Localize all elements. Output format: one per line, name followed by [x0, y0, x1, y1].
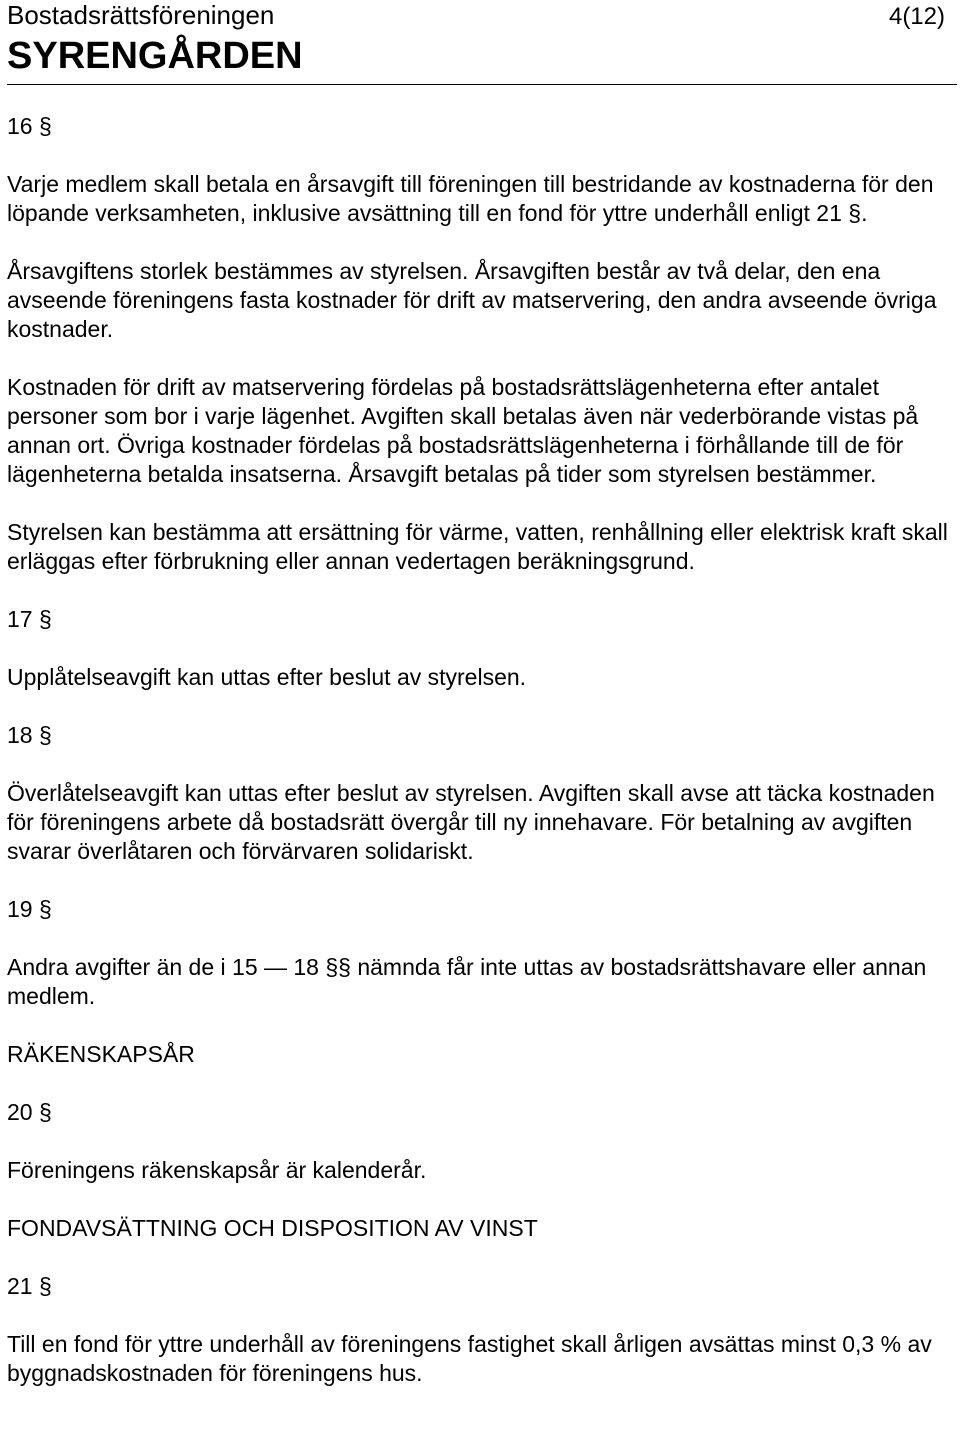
section-21-paragraph-1: Till en fond för yttre underhåll av föreningens fastighet skall årligen avsättas minst 0,3 % av byggnadskostnaden för föreningens hus. — [7, 1331, 932, 1386]
section-17-paragraph-1: Upplåtelseavgift kan uttas efter beslut av styrelsen. — [7, 664, 527, 690]
section-21-heading: 21 § — [7, 1273, 52, 1299]
section-20-heading: 20 § — [7, 1099, 52, 1125]
section-20-paragraph-1: Föreningens räkenskapsår är kalenderår. — [7, 1157, 427, 1183]
chapter-heading-fondavsattning: FONDAVSÄTTNING OCH DISPOSITION AV VINST — [7, 1215, 538, 1241]
section-16-paragraph-3: Kostnaden för drift av matservering fördelas på bostadsrättslägenheterna efter antalet personer som bor i varje lägenhet. Avgiften skall betalas även när vederbörande vistas på annan ort. Övriga kostnader fördelas på bostadsrättslägenheterna i förhållande till de för lägenheterna betalda insatserna. Årsavgift betalas på tider som styrelsen bestämmer. — [7, 374, 919, 487]
section-16-paragraph-4: Styrelsen kan bestämma att ersättning för värme, vatten, renhållning eller elektrisk kraft skall erläggas efter förbrukning eller annan vedertagen beräkningsgrund. — [7, 519, 948, 574]
section-16-paragraph-1: Varje medlem skall betala en årsavgift till föreningen till bestridande av kostnaderna för den löpande verksamheten, inklusive avsättning till en fond för yttre underhåll enligt 21 §. — [7, 171, 934, 226]
section-16-heading: 16 § — [7, 113, 52, 139]
section-19-heading: 19 § — [7, 896, 52, 922]
document-body — [7, 112, 952, 1388]
section-18-heading: 18 § — [7, 722, 52, 748]
association-label: Bostadsrättsföreningen — [7, 0, 275, 30]
section-19-paragraph-1: Andra avgifter än de i 15 — 18 §§ nämnda får inte uttas av bostadsrättshavare eller annan medlem. — [7, 954, 927, 1009]
chapter-heading-rakenskapsar: RÄKENSKAPSÅR — [7, 1041, 195, 1067]
section-18-paragraph-1: Överlåtelseavgift kan uttas efter beslut av styrelsen. Avgiften skall avse att täcka kostnaden för föreningens arbete då bostadsrätt övergår till ny innehavare. För betalning av avgiften svarar överlåtaren och förvärvaren solidariskt. — [7, 780, 935, 864]
page-number: 4(12) — [888, 3, 945, 30]
page-header — [7, 0, 957, 85]
section-16-paragraph-2: Årsavgiftens storlek bestämmes av styrelsen. Årsavgiften består av två delar, den ena avseende föreningens fasta kostnader för drift av matservering, den andra avseende övriga kostnader. — [7, 258, 937, 342]
association-name: SYRENGÅRDEN — [7, 35, 303, 77]
section-17-heading: 17 § — [7, 606, 52, 632]
